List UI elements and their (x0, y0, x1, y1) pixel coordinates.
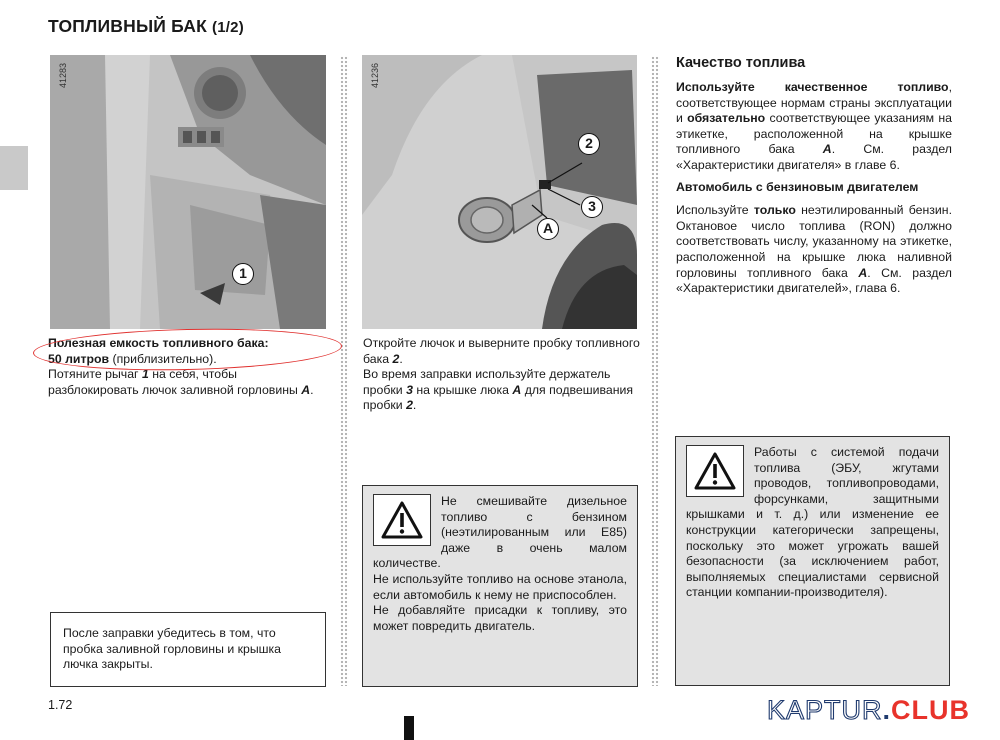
capacity-and-lever-text (48, 336, 330, 398)
capacity-note: (приблизительно). (112, 351, 217, 366)
quality-paragraph (676, 80, 952, 174)
refuel-instructions (363, 336, 643, 414)
interior-drawing (50, 55, 326, 329)
column-divider-left (340, 56, 349, 686)
chapter-tab (0, 146, 28, 190)
warning-text-2: Не используйте топливо на основе этанола, если автомобиль к нему не приспособлен. (373, 571, 627, 602)
gasoline-paragraph (676, 203, 952, 297)
quality-text-2: соответствующее указаниям на этикетке, расположенной на крышке топливного бака (676, 111, 952, 157)
interior-lever-illustration (50, 55, 326, 329)
warning-icon (686, 445, 744, 497)
figure-number-2: 41236 (370, 63, 380, 89)
note-box (50, 612, 326, 687)
open-flap-text: Откройте лючок и выверните пробку топливного бака (363, 336, 640, 366)
quality-ref-a: А (822, 142, 832, 157)
gasoline-text-1: Используйте (676, 203, 749, 218)
gasoline-heading: Автомобиль с бензиновым двигателем (676, 179, 919, 194)
page-title (48, 16, 244, 37)
cap-holder-text-3: для подвешивания пробки (363, 382, 634, 413)
gasoline-heading-paragraph (676, 180, 952, 196)
callout-a: A (537, 218, 559, 240)
capacity-label: Полезная емкость топливного бака: (48, 336, 269, 350)
note-box-text: После заправки убедитесь в том, что пробка заливной горловины и крышка лючка закрыты. (63, 626, 282, 672)
cap-holder-step: Во время заправки используйте держатель пробки 3 на крышке люка А для подвешивания пробки 2. (363, 367, 634, 413)
gasoline-ref-a: А (858, 265, 868, 280)
lever-instruction: Потяните рычаг 1 на себя, чтобы разблокировать лючок заливной горловины А. (48, 367, 314, 397)
exterior-drawing (362, 55, 637, 329)
section-title: Качество топлива (676, 55, 806, 71)
fuel-flap-illustration (362, 55, 637, 329)
gasoline-text-3: . См. раздел «Характеристики двигателей», глава 6. (676, 265, 952, 296)
gasoline-bold: только (753, 203, 796, 218)
fuel-mixing-warning (362, 485, 638, 687)
cap-holder-text-2: на крышке люка (416, 382, 509, 397)
gasoline-text-2: неэтилированный бензин. Октановое число топлива (RON) должно соответствовать числу, указанному на этикетке, расположенной на крышке люка наливной горловины топливного бака (676, 203, 952, 280)
figure-number-1: 41283 (58, 63, 68, 89)
lever-instruction-part1: Потяните рычаг (48, 367, 139, 382)
callout-3: 3 (581, 196, 603, 218)
quality-text-3: . См. раздел «Характеристики двигателя» в главе 6. (676, 142, 952, 172)
warning-text-3: Не добавляйте присадки к топливу, это может повредить двигатель. (373, 603, 627, 633)
page-number: 1.72 (48, 698, 73, 712)
page-title-text: ТОПЛИВНЫЙ БАК (48, 16, 207, 36)
page-marker (404, 716, 414, 740)
column-divider-right (651, 56, 660, 686)
brand-watermark (767, 695, 970, 726)
page-title-suffix: (1/2) (212, 19, 244, 36)
fuel-system-warning-text: Работы с системой подачи топлива (ЭБУ, жгутами проводов, топливопроводами, форсунками, защитными крышками и т. д.) или изменение ее конструкции категорически запрещены, поскольку это может угрожать вашей безопасности (за исключением работ, выполняемых специалистами сервисной станции компании-производителя). (686, 445, 939, 600)
ref-2b: 2 (406, 398, 413, 413)
quality-text-1: , соответствующее нормам страны эксплуатации и (676, 80, 952, 126)
brand-part1: KAPTUR (766, 695, 883, 725)
capacity-value: 50 литров (48, 351, 110, 366)
callout-1: 1 (232, 263, 254, 285)
lever-ref-a: А (301, 382, 311, 397)
fuel-system-warning (675, 436, 950, 686)
open-flap-step: Откройте лючок и выверните пробку топливного бака 2. (363, 336, 640, 366)
brand-part2: CLUB (891, 695, 970, 725)
warning-text-1: Не смешивайте дизельное топливо с бензином (неэтилированным или E85) даже в очень малом количестве. (373, 494, 627, 571)
quality-bold: Используйте качественное топливо (676, 80, 949, 94)
callout-2: 2 (578, 133, 600, 155)
brand-dot: . (882, 695, 891, 725)
ref-a: А (512, 382, 522, 397)
lever-instruction-part2: на себя, чтобы разблокировать лючок заливной горловины (48, 367, 298, 397)
ref-3: 3 (406, 382, 413, 397)
ref-2: 2 (392, 351, 400, 366)
capacity-line (48, 336, 330, 367)
fuel-quality-text (676, 80, 952, 303)
lever-ref-1: 1 (141, 367, 149, 382)
quality-bold-2: обязательно (687, 111, 766, 126)
cap-holder-text-1: Во время заправки используйте держатель пробки (363, 367, 611, 397)
warning-icon (373, 494, 431, 546)
